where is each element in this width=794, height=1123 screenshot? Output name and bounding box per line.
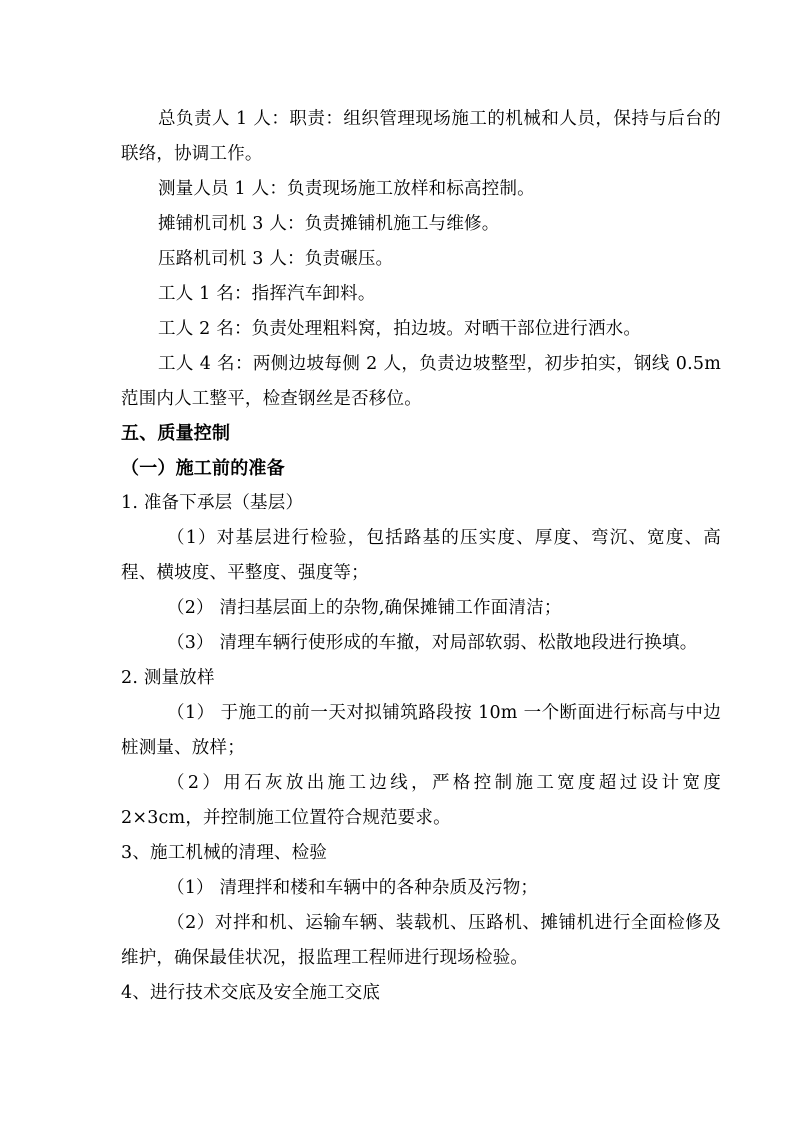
item-1-point-1: （1）对基层进行检验，包括路基的压实度、厚度、弯沉、宽度、高程、横坡度、平整度、强度等；: [121, 528, 721, 583]
section-title-quality-control: 五、质量控制: [121, 423, 231, 444]
item-title-survey: 2. 测量放样: [121, 668, 215, 688]
item-2-point-1: （1） 于施工的前一天对拟铺筑路段按 10m 一个断面进行标高与中边桩测量、放样；: [121, 703, 721, 758]
item-2-point-2: （2）用石灰放出施工边线，严格控制施工宽度超过设计宽度 2×3cm，并控制施工位置符合规范要求。: [121, 773, 721, 828]
paragraph-surveyor: 测量人员 1 人：负责现场施工放样和标高控制。: [158, 179, 535, 199]
paragraph-worker-4: 工人 4 名：两侧边坡每侧 2 人，负责边坡整型，初步拍实，钢线 0.5m 范围内人工整平，检查钢丝是否移位。: [121, 354, 721, 409]
item-title-briefing: 4、进行技术交底及安全施工交底: [121, 983, 381, 1003]
paragraph-worker-2: 工人 2 名：负责处理粗料窝，拍边坡。对晒干部位进行洒水。: [158, 319, 642, 339]
item-1-point-2: （2） 清扫基层面上的杂物,确保摊铺工作面清洁；: [167, 598, 562, 618]
paragraph-chief: 总负责人 1 人：职责：组织管理现场施工的机械和人员，保持与后台的联络，协调工作。: [121, 109, 721, 164]
item-title-machinery: 3、施工机械的清理、检验: [121, 843, 328, 863]
paragraph-worker-1: 工人 1 名：指挥汽车卸料。: [158, 284, 376, 304]
item-1-point-3: （3） 清理车辆行使形成的车撤，对局部软弱、松散地段进行换填。: [167, 633, 698, 653]
subsection-title-preparation: （一）施工前的准备: [121, 458, 285, 479]
paragraph-roller-driver: 压路机司机 3 人：负责碾压。: [158, 249, 394, 269]
paragraph-paver-driver: 摊铺机司机 3 人：负责摊铺机施工与维修。: [158, 214, 500, 234]
item-title-base-layer: 1. 准备下承层（基层）: [121, 493, 304, 513]
item-3-point-1: （1） 清理拌和楼和车辆中的各种杂质及污物；: [167, 878, 539, 898]
item-3-point-2: （2）对拌和机、运输车辆、装载机、压路机、摊铺机进行全面检修及维护，确保最佳状况，报监理工程师进行现场检验。: [121, 913, 721, 968]
